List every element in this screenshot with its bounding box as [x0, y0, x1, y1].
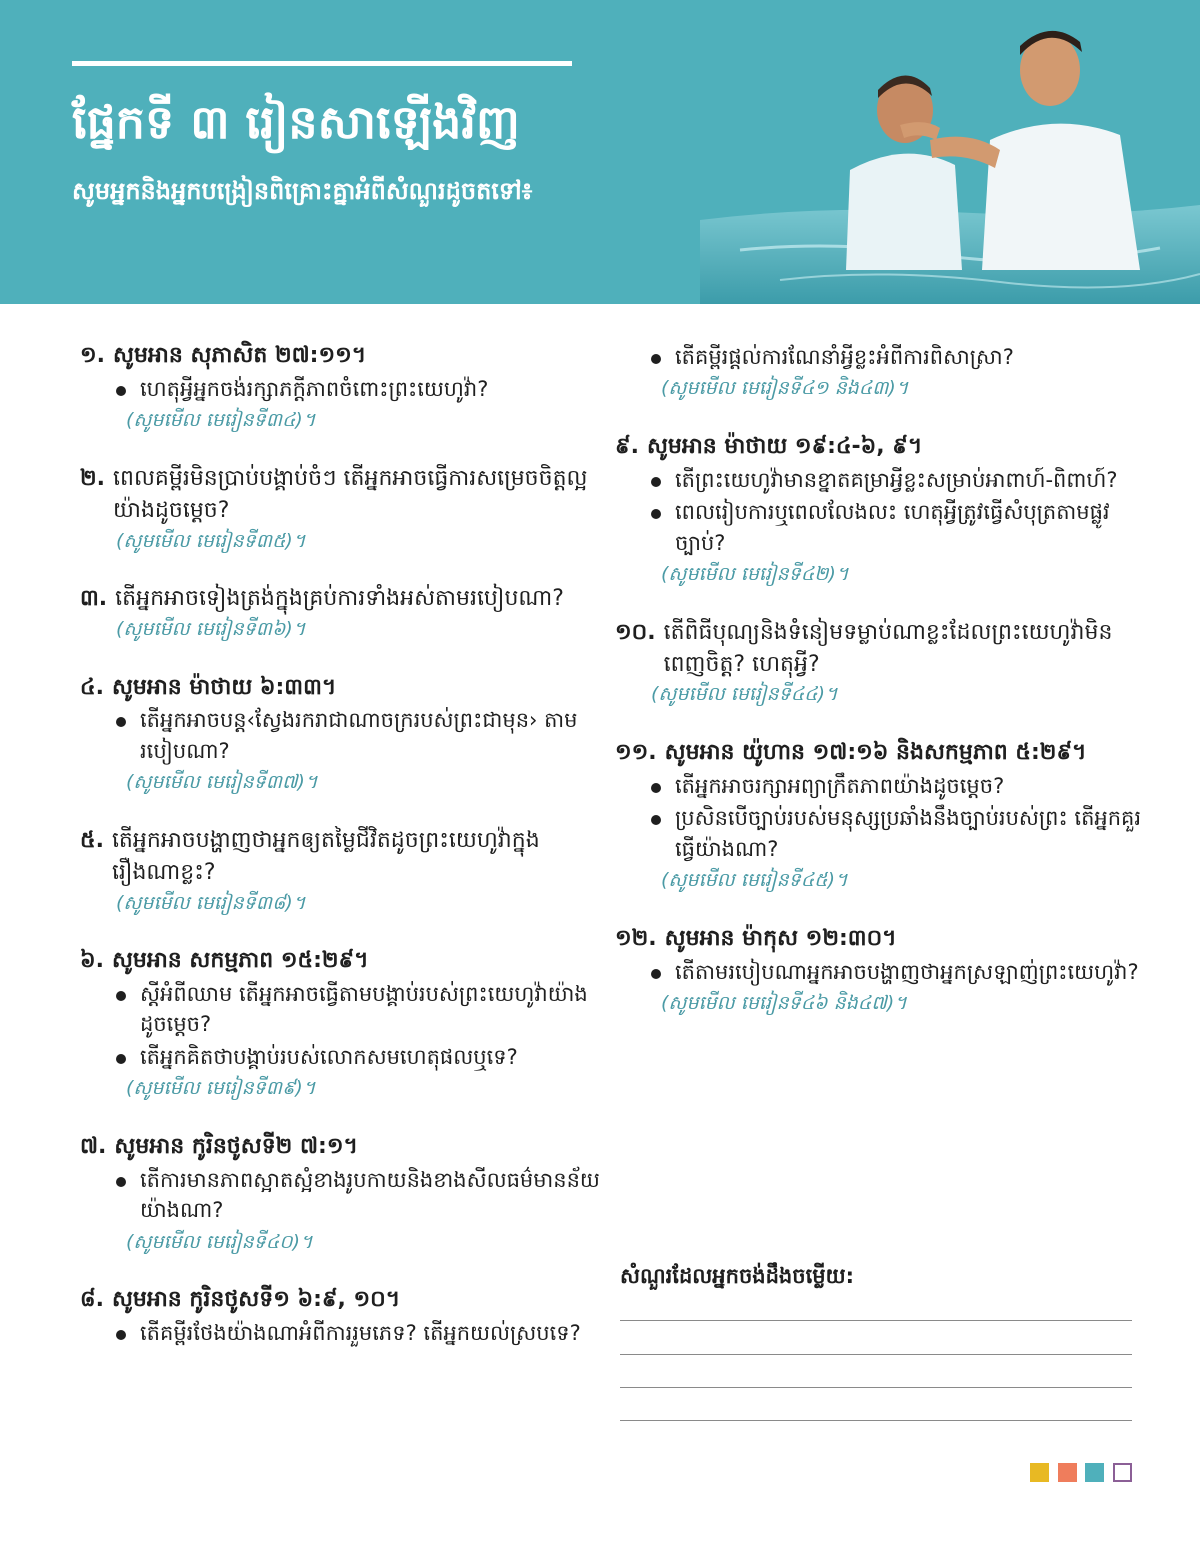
- header-banner: [0, 0, 1200, 304]
- question-text: សូមអាន សុភាសិត ២៧:១១។: [113, 343, 367, 368]
- question-item: [80, 672, 600, 797]
- baptism-illustration: [700, 0, 1200, 304]
- page-title: ផ្នែកទី ៣ រៀនសាឡើងវិញ: [72, 95, 520, 149]
- bullet-list: [615, 465, 1145, 558]
- question-item: [80, 463, 600, 555]
- notes-writing-line[interactable]: [620, 1387, 1132, 1388]
- question-text: សូមអាន ម៉ាថាយ ១៩:៤-៦, ៩។: [646, 433, 923, 459]
- lesson-reference[interactable]: (សូមមើល មេរៀនទី៤៥)។: [661, 869, 848, 892]
- bullet-text: តើព្រះយេហូវ៉ាមានខ្នាតគម្រាអ្វីខ្លះសម្រាប់អាពាហ៍-ពិពាហ៍?: [675, 467, 1118, 492]
- notes-label: សំណួរដែលអ្នកចង់ដឹងចម្លើយ:: [620, 1264, 854, 1288]
- lesson-reference[interactable]: (សូមមើល មេរៀនទី៤០)។: [126, 1230, 313, 1253]
- question-number: ៧.: [80, 1133, 107, 1159]
- question-heading: [80, 672, 600, 704]
- question-item: [80, 1131, 600, 1256]
- bullet-list: [80, 374, 600, 404]
- question-number: ៩.: [615, 433, 639, 459]
- bullet-item: [649, 957, 1145, 987]
- bullet-text: ពេលរៀបការឬពេលលែងលះ ហេតុអ្វីត្រូវធ្វើសំបុត្រតាមផ្លូវច្បាប់?: [675, 500, 1110, 555]
- question-number: ១២.: [615, 925, 657, 951]
- question-heading: [80, 1131, 600, 1163]
- bullet-dot-icon: [651, 969, 661, 979]
- question-heading: [80, 1284, 600, 1316]
- bullet-item: [114, 1165, 600, 1226]
- question-number: ១.: [80, 343, 106, 368]
- question-heading: [80, 583, 600, 615]
- bullet-dot-icon: [651, 354, 661, 364]
- bullet-list: [80, 705, 600, 766]
- bullet-dot-icon: [651, 783, 661, 793]
- question-text: តើអ្នកអាចទៀងត្រង់ក្នុងគ្រប់ការទាំងអស់តាមរបៀបណា?: [115, 586, 564, 612]
- lesson-reference[interactable]: (សូមមើល មេរៀនទី៣៨)។: [116, 891, 306, 914]
- bullet-list: [615, 957, 1145, 987]
- bullet-dot-icon: [116, 1177, 126, 1187]
- question-text: សូមអាន សកម្មភាព ១៥:២៩។: [111, 948, 369, 974]
- bullet-list: [615, 342, 1145, 372]
- bullet-item: [649, 803, 1145, 864]
- question-item: [80, 340, 600, 435]
- bullet-list: [80, 979, 600, 1072]
- question-heading: [615, 617, 1145, 681]
- bullet-text: ស្ដីអំពីឈាម តើអ្នកអាចធ្វើតាមបង្គាប់របស់ព្រះយេហូវ៉ាយ៉ាងដូចម្ដេច?: [140, 981, 588, 1037]
- question-number: ៥.: [80, 827, 104, 853]
- question-text: សូមអាន ម៉ាថាយ ៦:៣៣។: [111, 674, 337, 700]
- question-item: [615, 617, 1145, 709]
- question-number: ២.: [80, 465, 106, 491]
- bullet-dot-icon: [116, 1330, 126, 1340]
- bullet-dot-icon: [116, 717, 126, 727]
- bullet-item: [649, 465, 1145, 495]
- bullet-text: តើអ្នកគិតថាបង្គាប់របស់លោកសមហេតុផលឬទេ?: [140, 1044, 518, 1069]
- bullet-item: [649, 497, 1145, 558]
- question-number: ៦.: [80, 948, 104, 974]
- orange-square-icon: [1058, 1463, 1077, 1482]
- bullet-text: ហេតុអ្វីអ្នកចង់រក្សាភក្ដីភាពចំពោះព្រះយេហូវ៉ា?: [140, 376, 489, 401]
- header-rule: [72, 61, 572, 66]
- notes-writing-line[interactable]: [620, 1320, 1132, 1321]
- bullet-text: តើគម្ពីរផ្ដល់ការណែនាំអ្វីខ្លះអំពីការពិសាស្រា?: [675, 345, 1014, 369]
- lesson-reference[interactable]: (សូមមើល មេរៀនទី៤២)។: [661, 563, 849, 586]
- question-item: [80, 825, 600, 917]
- bullet-dot-icon: [651, 815, 661, 825]
- question-item: [80, 1284, 600, 1348]
- outline-square-icon: [1113, 1463, 1132, 1482]
- bullet-item: [649, 342, 1145, 372]
- bullet-dot-icon: [651, 509, 661, 519]
- lesson-reference[interactable]: (សូមមើល មេរៀនទី៣៤)។: [126, 409, 316, 432]
- question-text: ពេលគម្ពីរមិនប្រាប់បង្គាប់ចំៗ តើអ្នកអាចធ្វើការសម្រេចចិត្តល្អយ៉ាងដូចម្ដេច?: [113, 465, 588, 523]
- bullet-list: [80, 1165, 600, 1226]
- lesson-reference[interactable]: (សូមមើល មេរៀនទី៤១ និង៤៣)។: [661, 377, 909, 400]
- lesson-reference[interactable]: (សូមមើល មេរៀនទី៤៦ និង៤៧)។: [661, 991, 907, 1014]
- question-heading: [615, 923, 1145, 955]
- question-number: ១១.: [615, 739, 657, 765]
- question-text: សូមអាន កូរិនថូសទី១ ៦:៩, ១០។: [111, 1287, 401, 1313]
- question-text: សូមអាន ម៉ាកុស ១២:៣០។: [664, 925, 897, 951]
- question-heading: [615, 737, 1145, 769]
- question-item: [615, 737, 1145, 895]
- question-item: [80, 583, 600, 643]
- notes-writing-line[interactable]: [620, 1354, 1132, 1355]
- lesson-reference[interactable]: (សូមមើល មេរៀនទី៣៥)។: [116, 529, 306, 552]
- notes-writing-line[interactable]: [620, 1420, 1132, 1421]
- question-heading: [80, 945, 600, 977]
- bullet-item: [114, 705, 600, 766]
- question-text: តើអ្នកអាចបង្ហាញថាអ្នកឲ្យតម្លៃជីវិតដូចព្រះយេហូវ៉ាក្នុងរឿងណាខ្លះ?: [111, 827, 540, 885]
- lesson-reference[interactable]: (សូមមើល មេរៀនទី៤៤)។: [651, 683, 838, 706]
- question-text: សូមអាន យ៉ូហាន ១៧:១៦ និងសកម្មភាព ៥:២៩។: [664, 739, 1087, 765]
- bullet-dot-icon: [651, 477, 661, 487]
- bullet-item: [114, 1318, 600, 1348]
- bullet-item: [114, 979, 600, 1040]
- question-number: ៨.: [80, 1287, 104, 1313]
- bullet-list: [615, 771, 1145, 864]
- question-number: ១០.: [615, 619, 656, 645]
- bullet-text: តើតាមរបៀបណាអ្នកអាចបង្ហាញថាអ្នកស្រឡាញ់ព្រះយេហូវ៉ា?: [675, 959, 1139, 984]
- page-subtitle: សូមអ្នកនិងអ្នកបង្រៀនពិគ្រោះគ្នាអំពីសំណួរដូចតទៅ៖: [72, 177, 533, 205]
- bullet-list: [80, 1318, 600, 1348]
- bullet-text: តើការមានភាពស្អាតស្អំខាងរូបកាយនិងខាងសីលធម៌មានន័យយ៉ាងណា?: [140, 1167, 600, 1223]
- question-number: ៣.: [80, 586, 108, 612]
- bullet-dot-icon: [116, 1054, 126, 1064]
- question-column-right: [615, 340, 1145, 1045]
- question-text: សូមអាន កូរិនថូសទី២ ៧:១។: [114, 1133, 358, 1159]
- question-item: [615, 923, 1145, 1018]
- bullet-dot-icon: [116, 386, 126, 396]
- question-number: ៤.: [80, 674, 104, 700]
- bullet-item: [114, 1042, 600, 1072]
- lesson-reference[interactable]: (សូមមើល មេរៀនទី៣៧)។: [126, 771, 318, 794]
- bullet-dot-icon: [116, 991, 126, 1001]
- question-heading: [80, 340, 600, 372]
- lesson-reference[interactable]: (សូមមើល មេរៀនទី៣៦)។: [116, 618, 306, 640]
- yellow-square-icon: [1030, 1463, 1049, 1482]
- teal-square-icon: [1085, 1463, 1104, 1482]
- question-column-left: [80, 340, 600, 1376]
- bullet-text: តើគម្ពីរថែងយ៉ាងណាអំពីការរួមភេទ? តើអ្នកយល់ស្របទេ?: [140, 1320, 581, 1345]
- bullet-text: ប្រសិនបើច្បាប់របស់មនុស្សប្រឆាំងនឹងច្បាប់របស់ព្រះ តើអ្នកគួរធ្វើយ៉ាងណា?: [675, 806, 1142, 861]
- bullet-item: [649, 771, 1145, 801]
- question-item: [615, 431, 1145, 589]
- lesson-reference[interactable]: (សូមមើល មេរៀនទី៣៩)។: [126, 1077, 316, 1100]
- question-heading: [80, 825, 600, 889]
- question-item: [615, 342, 1145, 403]
- bullet-text: តើអ្នកអាចរក្សាអព្យាក្រឹតភាពយ៉ាងដូចម្ដេច?: [675, 773, 1005, 798]
- question-text: តើពិធីបុណ្យនិងទំនៀមទម្លាប់ណាខ្លះដែលព្រះយេហូវ៉ាមិនពេញចិត្ត? ហេតុអ្វី?: [663, 619, 1113, 677]
- bullet-item: [114, 374, 600, 404]
- bullet-text: តើអ្នកអាចបន្ត‹ស្វែងរករាជាណាចក្ររបស់ព្រះជាមុន› តាមរបៀបណា?: [140, 708, 578, 763]
- question-heading: [80, 463, 600, 527]
- question-item: [80, 945, 600, 1103]
- question-heading: [615, 431, 1145, 463]
